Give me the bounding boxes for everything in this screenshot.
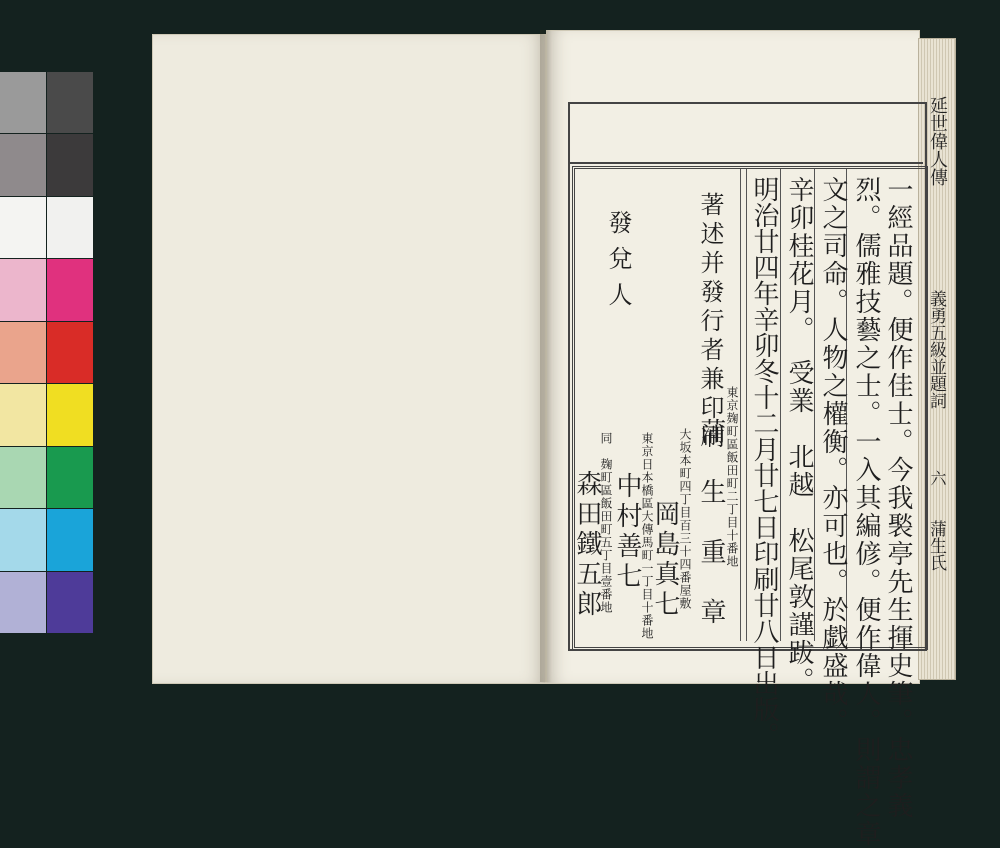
color-swatch <box>0 322 46 383</box>
column-rule <box>780 169 781 641</box>
left-blank-page <box>152 34 546 684</box>
seller3-address: 同 麹町區飯田町五丁目壹番地 <box>599 432 613 614</box>
seller2-name: 中村善七 <box>612 472 642 592</box>
color-swatch <box>0 384 46 445</box>
color-swatch <box>0 72 46 133</box>
text-column-5: 明治廿四年辛卯冬十二月廿七日印刷廿八日出版。 <box>749 176 779 748</box>
text-column-4: 辛卯桂花月。 受業 北越 松尾敦謹跋。 <box>784 176 814 695</box>
color-swatch <box>47 509 93 570</box>
color-swatch <box>47 72 93 133</box>
printer-address: 東京麹町區飯田町二丁目十番地 <box>725 386 739 568</box>
seller1-address: 大坂本町四丁目百三十四番屋敷 <box>678 428 692 610</box>
color-swatch <box>47 447 93 508</box>
publisher-label: 發兌人 <box>604 210 632 318</box>
page-number: 六 <box>928 470 947 486</box>
text-column-3: 文之司命。人物之權衡。亦可也。於戯盛哉。 <box>818 176 848 736</box>
column-rule <box>746 169 747 641</box>
color-swatch <box>47 197 93 258</box>
column-rule <box>740 169 741 641</box>
color-swatch <box>0 572 46 633</box>
color-swatch <box>0 259 46 320</box>
color-swatch <box>47 572 93 633</box>
author-label: 著述并發行者兼印刷 <box>696 192 724 453</box>
seller3-name: 森田鐵五郎 <box>572 470 602 620</box>
text-column-1: 一經品題。便作佳士。今我褧亭先生揮史筆。忠孝義 <box>883 176 913 820</box>
author-name: 蒲 生 重 章 <box>696 418 726 628</box>
color-swatch <box>0 509 46 570</box>
color-swatch <box>47 322 93 383</box>
printed-header-box <box>568 102 923 164</box>
seller1-name: 岡島真七 <box>650 500 680 620</box>
running-title-2: 義勇五級並題詞 <box>926 290 946 409</box>
running-title: 延世偉人傳 <box>927 96 948 186</box>
color-swatch <box>0 197 46 258</box>
color-swatch <box>47 384 93 445</box>
color-swatch <box>47 134 93 195</box>
column-rule <box>814 169 815 641</box>
color-swatch <box>0 447 46 508</box>
book-spine <box>540 30 552 682</box>
color-calibration-card <box>0 72 93 634</box>
color-swatch <box>0 134 46 195</box>
color-swatch <box>47 259 93 320</box>
text-column-2: 烈。儒雅技藝之士。一入其編偐。便作偉人。則謂之章 <box>851 176 881 848</box>
seller2-address: 東京日本橋區大傳馬町一丁目十番地 <box>640 432 654 640</box>
edge-author: 蒲生氏 <box>926 520 946 571</box>
